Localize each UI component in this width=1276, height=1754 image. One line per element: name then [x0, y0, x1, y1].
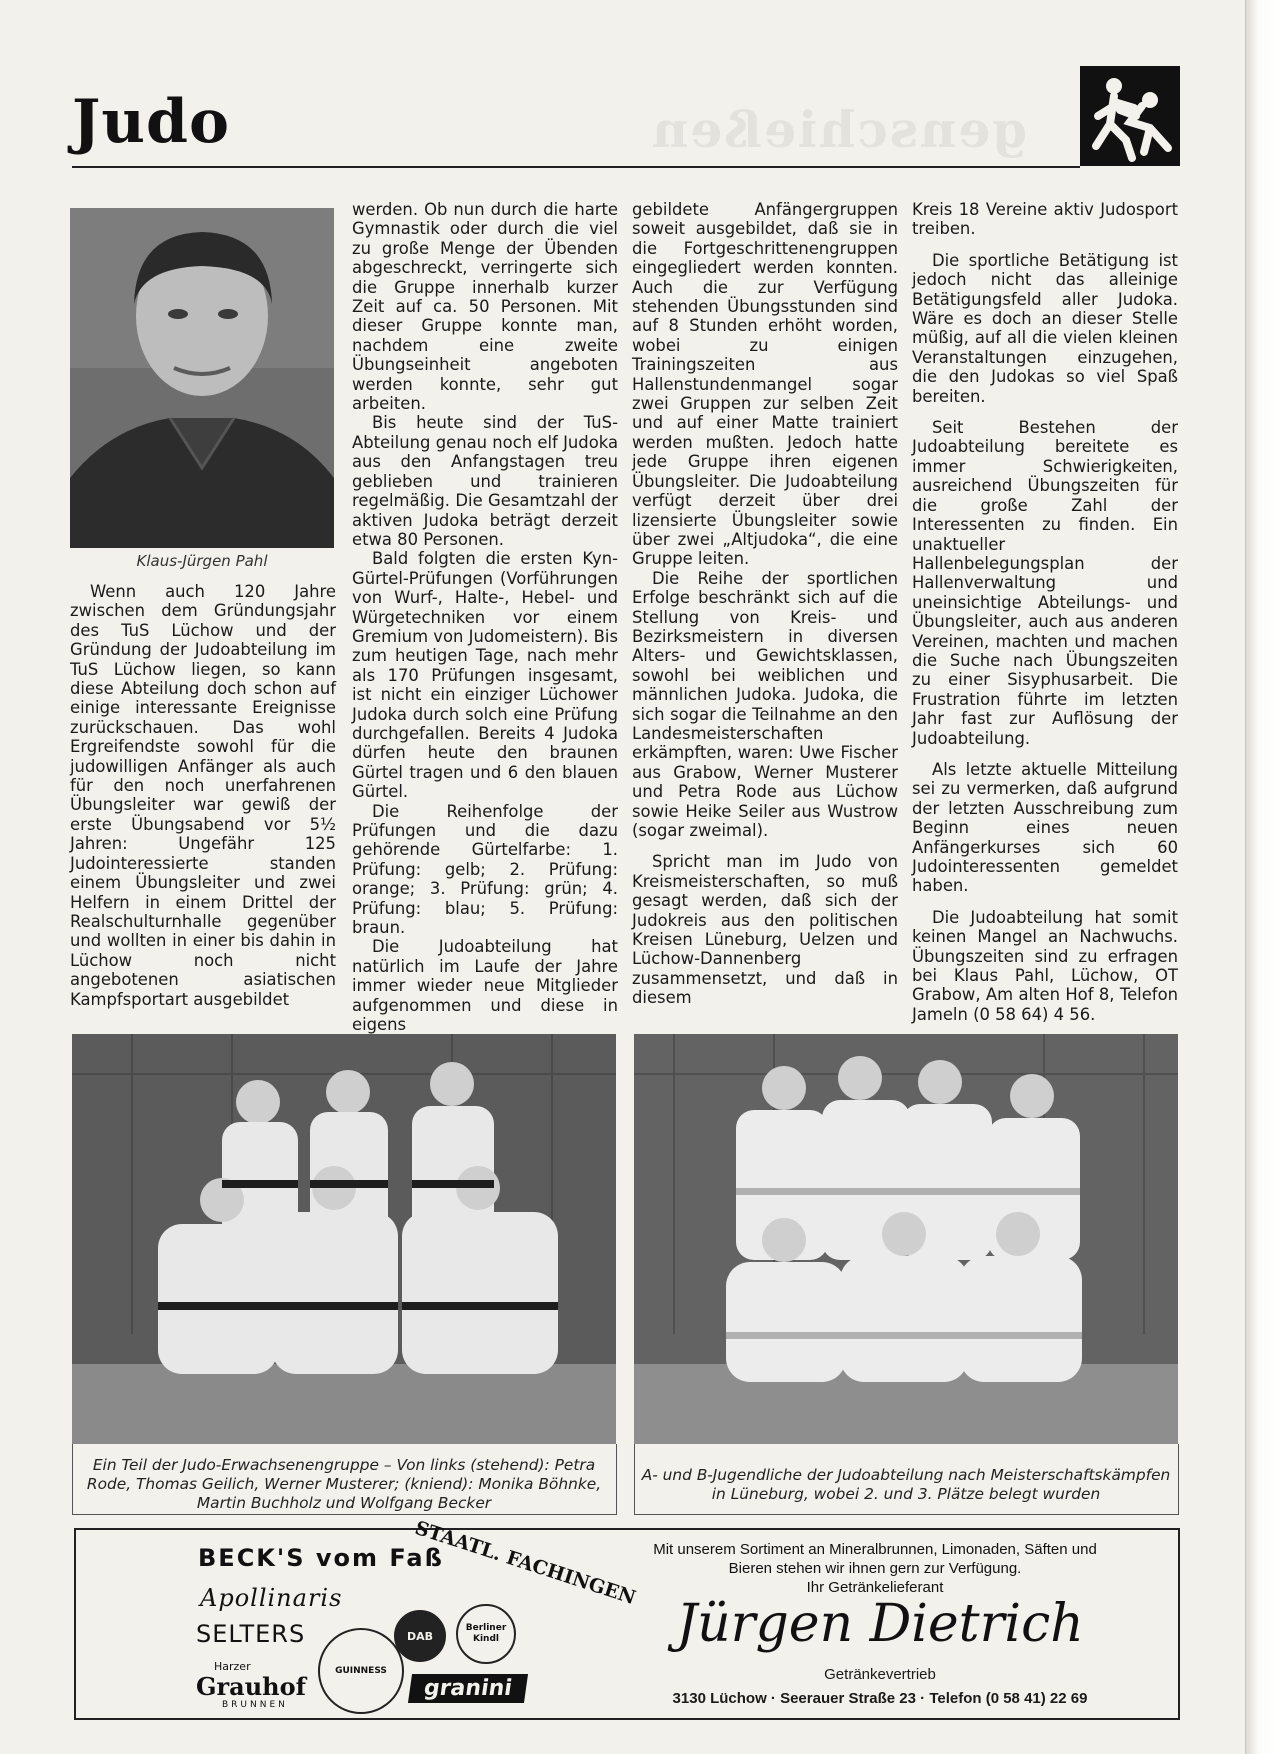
header-rule — [72, 166, 1080, 168]
youth-group-photo — [634, 1034, 1178, 1444]
article-paragraph: Bis heute sind der TuS-Abteilung genau noch elf Judoka aus den Anfangstagen treu geblieben und trainieren regelmäßig. Die Gesamtzahl der aktiven Judoka beträgt derzeit etwa 80 Personen. — [352, 413, 618, 549]
adult-group-photo — [72, 1034, 616, 1444]
article-paragraph: Die sportliche Betätigung ist jedoch nicht das alleinige Betätigungsfeld aller Judoka. Wäre es doch an dieser Stelle müßig, auf all die vielen kleinen Veranstaltungen einzugehen, die den Judokas so viel Spaß bereiten. — [912, 250, 1178, 406]
brand-apollinaris: Apollinaris — [200, 1584, 343, 1612]
brand-grauhof: Grauhof — [196, 1672, 306, 1701]
article-paragraph: gebildete Anfängergruppen soweit ausgebildet, daß sie in die Fortgeschrittenengruppen eingegliedert werden konnten. Auch die zur Verfügung stehenden Übungsstunden sind auf 8 Stunden erhöht worden, wobei zu einigen Trainingszeiten aus Hallenstundenmangel sogar zwei Gruppen zur selben Zeit und auf einer Matte trainiert werden mußten. Jedoch hatte jede Gruppe ihren eigenen Übungsleiter. Die Judoabteilung verfügt derzeit über drei lizensierte Übungsleiter sowie über zwei „Altjudoka“, die eine Gruppe leiten. — [632, 200, 898, 569]
bleed-through-text: genschießen — [650, 100, 1028, 159]
portrait-photo — [70, 208, 334, 548]
article-paragraph: Kreis 18 Vereine aktiv Judosport treiben. — [912, 200, 1178, 239]
article-column-2 — [352, 200, 618, 1034]
ad-slogan-line: Ihr Getränkelieferant — [806, 1579, 944, 1596]
article-paragraph: Die Reihenfolge der Prüfungen und die dazu gehörende Gürtelfarbe: 1. Prüfung: gelb; 2. Prüfung: orange; 3. Prüfung: grün; 4. Prüfung: blau; 5. Prüfung: braun. — [352, 801, 618, 938]
brand-becks: BECK'S vom Faß — [198, 1544, 444, 1572]
page-edge — [1245, 0, 1276, 1754]
article-paragraph: Die Reihe der sportlichen Erfolge beschränkt sich auf die Stellung von Kreis- und Bezirksmeistern in diversen Alters- und Gewichtsklassen, sowohl bei weiblichen und männlichen Judoka. Judoka, die sich sogar die Teilnahme an den Landesmeisterschaften erkämpften, waren: Uwe Fischer aus Grabow, Werner Musterer und Petra Rode aus Lüchow sowie Heike Seiler aus Wustrow (sogar zweimal). — [632, 568, 898, 840]
article-column-4 — [912, 200, 1178, 1024]
article-paragraph: Bald folgten die ersten Kyn-Gürtel-Prüfungen (Vorführungen von Wurf-, Halte-, Hebel- und Würgetechniken vor einem Gremium von Judomeistern). Bis zum heutigen Tage, nach mehr als 170 Prüfungen insgesamt, ist nicht ein einziger Lüchower Judoka durch solch eine Prüfung durchgefallen. Bereits 4 Judoka dürfen heute den braunen Gürtel tragen und 6 den blauen Gürtel. — [352, 549, 618, 802]
article-paragraph: Wenn auch 120 Jahre zwischen dem Gründungsjahr des TuS Lüchow und der Gründung der Judoabteilung im TuS Lüchow liegen, so kann diese Abteilung doch schon auf einige interessante Ereignisse zurückschauen. Das wohl Ergreifendste sowohl für die judowilligen Anfänger als auch für den noch unerfahrenen Übungsleiter war gewiß der erste Übungsabend vor 5½ Jahren: Ungefähr 125 Judointeressierte standen einem Übungsleiter und zwei Helfern in einem Drittel der Realschulturnhalle gegenüber und wollten in einer bis dahin in Lüchow noch nicht angebotenen asiatischen Kampfsportart ausgebildet — [70, 582, 336, 1009]
brand-guinness-seal: GUINNESS — [318, 1628, 404, 1714]
judo-throw-icon — [1080, 66, 1180, 166]
ad-slogan-line: Mit unserem Sortiment an Mineralbrunnen, Limonaden, Säften und — [653, 1541, 1097, 1558]
brand-dab-seal: DAB — [394, 1610, 446, 1662]
ad-slogan — [590, 1540, 1160, 1597]
brand-selters: SELTERS — [196, 1620, 306, 1648]
ad-company-subtitle: Getränkevertrieb — [824, 1666, 936, 1683]
portrait-caption: Klaus-Jürgen Pahl — [136, 552, 268, 570]
portrait-figure — [70, 208, 334, 548]
article-paragraph: Die Judoabteilung hat natürlich im Laufe der Jahre immer wieder neue Mitglieder aufgenommen und diese in eigens — [352, 937, 618, 1035]
brand-granini: granini — [408, 1674, 528, 1703]
article-paragraph: Spricht man im Judo von Kreismeisterschaften, so muß gesagt werden, daß sich der Judokreis aus den politischen Kreisen Lüneburg, Uelzen und Lüchow-Dannenberg zusammensetzt, und daß in diesem — [632, 852, 898, 1008]
article-paragraph: Die Judoabteilung hat somit keinen Mangel an Nachwuchs. Übungszeiten sind zu erfragen bei Klaus Pahl, Lüchow, OT Grabow, Am alten Hof 8, Telefon Jameln (0 58 64) 4 56. — [912, 907, 1178, 1024]
ad-address: 3130 Lüchow · Seerauer Straße 23 · Telefon (0 58 41) 22 69 — [672, 1690, 1088, 1707]
article-paragraph: Seit Bestehen der Judoabteilung bereitete es immer Schwierigkeiten, ausreichend Übungszeiten für die große Zahl der Interessenten zu finden. Ein unaktueller Hallenbelegungsplan der Hallenverwaltung und uneinsichtige Abteilungs- und Übungsleiter, auch aus anderen Vereinen, machten und machen die Suche nach Übungszeiten zu einer Sisyphusarbeit. Die Frustration führte im letzten Jahr fast zur Auflösung der Judoabteilung. — [912, 418, 1178, 748]
brand-staatl-fachingen: STAATL. FACHINGEN — [412, 1516, 639, 1610]
brand-harzer: Harzer — [214, 1660, 251, 1673]
article-paragraph: Als letzte aktuelle Mitteilung sei zu vermerken, daß aufgrund der letzten Ausschreibung zum Beginn eines neuen Anfängerkurses sich 60 Judointeressenten gemeldet haben. — [912, 759, 1178, 896]
adult-group-illustration — [72, 1034, 616, 1444]
brand-brunnen: BRUNNEN — [222, 1700, 288, 1710]
youth-group-caption: A- und B-Jugendliche der Judoabteilung nach Meisterschaftskämpfen in Lüneburg, wobei 2. und 3. Plätze belegt wurden — [641, 1466, 1171, 1503]
ad-slogan-line: Bieren stehen wir ihnen gern zur Verfügung. — [728, 1560, 1022, 1577]
article-column-3 — [632, 200, 898, 1008]
article-column-1 — [70, 582, 336, 1009]
article-paragraph: werden. Ob nun durch die harte Gymnastik oder durch die viel zu große Menge der Übenden abgeschreckt, verringerte sich die Gruppe innerhalb kurzer Zeit auf ca. 50 Personen. Mit dieser Gruppe konnte man, nachdem eine zweite Übungseinheit angeboten werden konnte, sehr gut arbeiten. — [352, 200, 618, 414]
page-title: Judo — [72, 87, 230, 157]
brand-berliner-kindl-seal: Berliner Kindl — [456, 1604, 516, 1664]
judo-throw-pictogram — [1080, 66, 1180, 166]
adult-group-caption: Ein Teil der Judo-Erwachsenengruppe – Von links (stehend): Petra Rode, Thomas Geilich, Werner Musterer; (kniend): Monika Böhnke, Martin Buchholz und Wolfgang Becker — [86, 1456, 602, 1512]
ad-company-name: Jürgen Dietrich — [676, 1594, 1084, 1654]
youth-group-illustration — [634, 1034, 1178, 1444]
